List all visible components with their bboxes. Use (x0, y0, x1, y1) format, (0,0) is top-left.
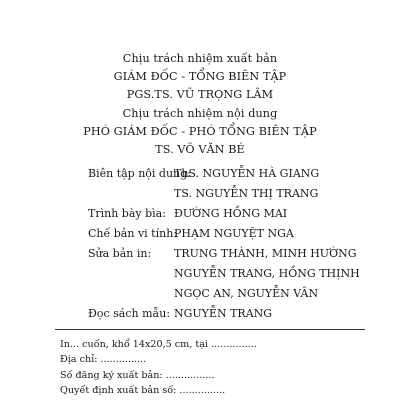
credit-row-content-editor (88, 164, 400, 204)
credits-list (88, 164, 400, 324)
print-run-line: In... cuốn, khổ 14x20,5 cm, tại ............... (60, 339, 257, 350)
credit-value: NGUYỄN TRANG (174, 307, 273, 320)
credit-value: TS. NGUYỄN THỊ TRANG (174, 187, 319, 200)
credit-value: ThS. NGUYỄN HÀ GIANG (174, 167, 320, 180)
credit-label: Trình bày bìa: (88, 207, 166, 220)
credit-row-cover-design (88, 204, 400, 224)
content-responsibility-label: Chịu trách nhiệm nội dung (122, 106, 278, 120)
credit-value: ĐƯỜNG HỒNG MAI (174, 207, 288, 220)
credit-value: NGUYỄN TRANG, HỒNG THỊNH (174, 267, 360, 280)
address-line: Địa chỉ: ............... (60, 354, 147, 366)
publishing-decision-line: Quyết định xuất bản số: ............... (60, 385, 226, 397)
publishing-responsibility-label: Chịu trách nhiệm xuất bản (122, 52, 278, 65)
director-title: GIÁM ĐỐC - TỔNG BIÊN TẬP (113, 70, 287, 84)
publication-info (60, 337, 390, 399)
credit-row-proofreading (88, 244, 400, 304)
credit-row-typesetting (88, 224, 400, 244)
credit-row-sample-reader (88, 304, 400, 324)
credit-label: Sửa bản in: (88, 247, 152, 260)
credit-value: NGỌC AN, NGUYỄN VÂN (174, 287, 319, 300)
credit-label: Đọc sách mẫu: (88, 307, 171, 320)
registration-number-line: Số đăng ký xuất bản: ................ (60, 369, 215, 381)
divider-line (55, 329, 365, 330)
director-name: PGS.TS. VŨ TRỌNG LÂM (126, 88, 274, 102)
credit-label: Chế bản vi tính: (88, 227, 177, 240)
credit-label: Biên tập nội dung: (88, 167, 191, 180)
responsibility-block (0, 50, 400, 159)
deputy-director-name: TS. VÕ VĂN BÉ (155, 143, 245, 157)
deputy-director-title: PHÓ GIÁM ĐỐC - PHÓ TỔNG BIÊN TẬP (83, 124, 317, 138)
credit-value: PHẠM NGUYỆT NGA (174, 227, 294, 240)
credit-value: TRUNG THÀNH, MINH HƯỜNG (174, 247, 357, 260)
